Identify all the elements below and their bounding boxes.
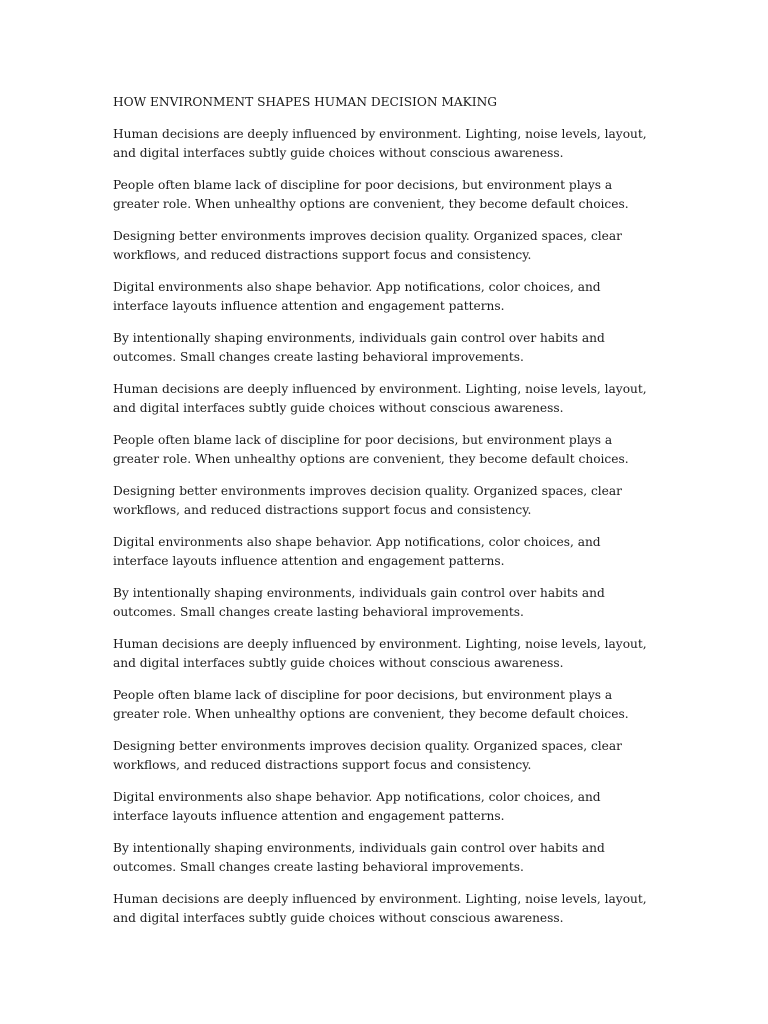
paragraph: People often blame lack of discipline for poor decisions, but environment plays a greater role. When unhealthy options are convenient, they become default choices. — [113, 688, 629, 721]
paragraph: By intentionally shaping environments, individuals gain control over habits and outcomes. Small changes create lasting behavioral improvements. — [113, 841, 605, 874]
paragraph: Human decisions are deeply influenced by environment. Lighting, noise levels, layout, and digital interfaces subtly guide choices without conscious awareness. — [113, 892, 647, 925]
paragraph: Human decisions are deeply influenced by environment. Lighting, noise levels, layout, and digital interfaces subtly guide choices without conscious awareness. — [113, 382, 647, 415]
paragraph: Designing better environments improves decision quality. Organized spaces, clear workflows, and reduced distractions support focus and consistency. — [113, 739, 622, 772]
document-title: HOW ENVIRONMENT SHAPES HUMAN DECISION MAKING — [113, 95, 497, 109]
paragraph: By intentionally shaping environments, individuals gain control over habits and outcomes. Small changes create lasting behavioral improvements. — [113, 331, 605, 364]
paragraph: People often blame lack of discipline for poor decisions, but environment plays a greater role. When unhealthy options are convenient, they become default choices. — [113, 178, 629, 211]
paragraph: People often blame lack of discipline for poor decisions, but environment plays a greater role. When unhealthy options are convenient, they become default choices. — [113, 433, 629, 466]
paragraph: Human decisions are deeply influenced by environment. Lighting, noise levels, layout, and digital interfaces subtly guide choices without conscious awareness. — [113, 637, 647, 670]
paragraph: Designing better environments improves decision quality. Organized spaces, clear workflows, and reduced distractions support focus and consistency. — [113, 229, 622, 262]
paragraph: Digital environments also shape behavior. App notifications, color choices, and interface layouts influence attention and engagement patterns. — [113, 280, 601, 313]
paragraph: By intentionally shaping environments, individuals gain control over habits and outcomes. Small changes create lasting behavioral improvements. — [113, 586, 605, 619]
paragraph: Digital environments also shape behavior. App notifications, color choices, and interface layouts influence attention and engagement patterns. — [113, 790, 601, 823]
document-body — [113, 93, 658, 941]
paragraph: Human decisions are deeply influenced by environment. Lighting, noise levels, layout, and digital interfaces subtly guide choices without conscious awareness. — [113, 127, 647, 160]
paragraph: Digital environments also shape behavior. App notifications, color choices, and interface layouts influence attention and engagement patterns. — [113, 535, 601, 568]
paragraph: Designing better environments improves decision quality. Organized spaces, clear workflows, and reduced distractions support focus and consistency. — [113, 484, 622, 517]
